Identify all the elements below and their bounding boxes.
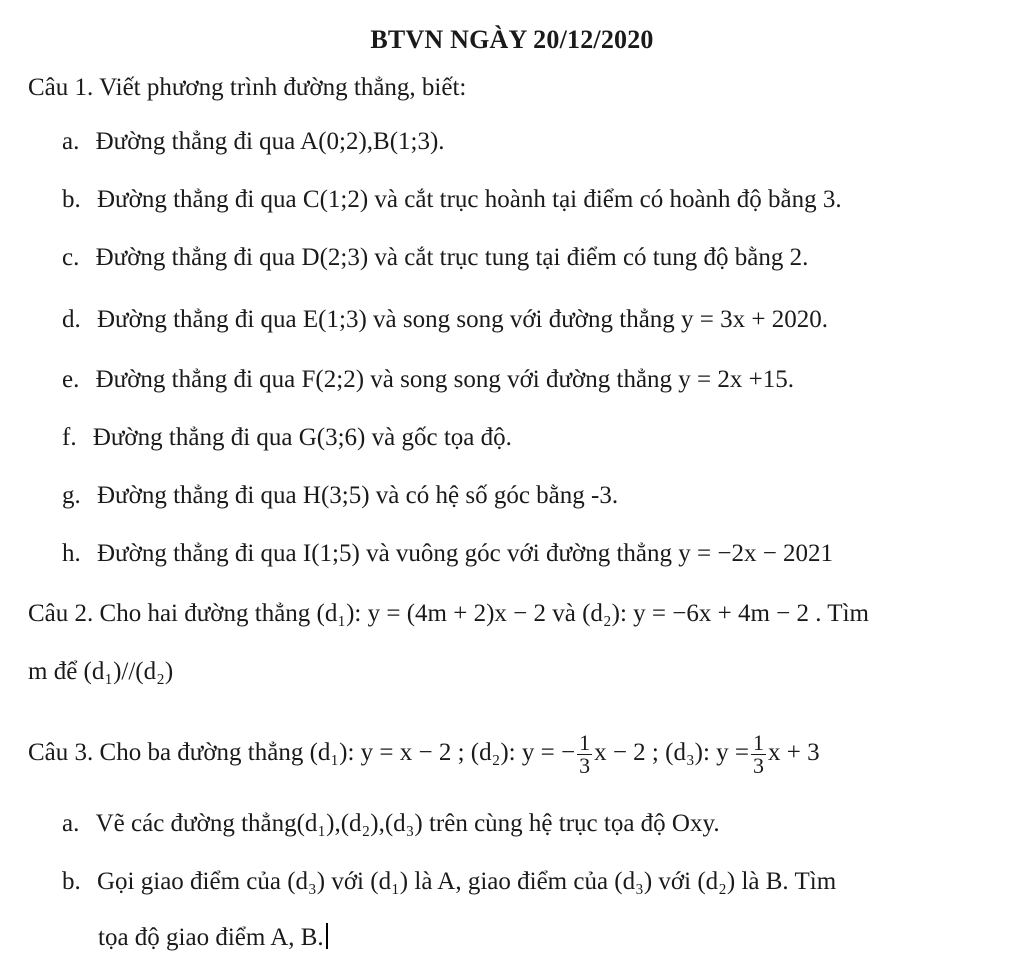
item-text: Đường thẳng đi qua G(3;6) và gốc tọa độ.: [92, 424, 512, 451]
q1-item-a: [62, 126, 445, 158]
page-title: BTVN NGÀY 20/12/2020: [370, 25, 654, 54]
item-text: Đường thẳng đi qua H(3;5) và có hệ số góc bằng -3.: [97, 482, 619, 509]
fraction-one-third: [577, 729, 592, 778]
item-text: Đường thẳng đi qua A(0;2),B(1;3).: [95, 128, 445, 155]
q3-prefix: Câu 3. Cho ba đường thẳng (d₁): y = x − 2 ; (d₂): y = −: [28, 739, 576, 766]
q1-item-e: [62, 364, 794, 396]
item-text: Đường thẳng đi qua D(2;3) và cắt trục tung tại điểm có tung độ bằng 2.: [95, 244, 809, 271]
text-cursor: [326, 923, 328, 949]
fraction-denominator: 3: [753, 752, 765, 778]
item-label: b.: [62, 186, 81, 213]
q1-item-f: [62, 422, 512, 454]
q1-item-g: [62, 480, 618, 512]
item-text: Đường thẳng đi qua C(1;2) và cắt trục hoành tại điểm có hoành độ bằng 3.: [97, 186, 842, 213]
item-label: c.: [62, 244, 80, 271]
fraction-one-third: [751, 729, 766, 778]
item-text: Đường thẳng đi qua E(1;3) và song song với đường thẳng y = 3x + 2020.: [97, 306, 829, 333]
q3-mid: x − 2 ; (d₃): y =: [594, 739, 750, 766]
fraction-numerator: 1: [579, 729, 591, 755]
item-text: Vẽ các đường thẳng(d₁),(d₂),(d₃) trên cùng hệ trục tọa độ Oxy.: [95, 810, 720, 837]
question-3-heading: [28, 728, 820, 778]
item-label: a.: [62, 128, 80, 155]
q1-item-d: [62, 304, 828, 336]
continuation-text: tọa độ giao điểm A, B.: [98, 924, 324, 951]
q3-item-b: [62, 866, 836, 898]
item-label: b.: [62, 868, 81, 895]
fraction-denominator: 3: [579, 752, 591, 778]
item-text: Đường thẳng đi qua F(2;2) và song song với đường thẳng y = 2x +15.: [95, 366, 794, 393]
item-label: d.: [62, 306, 81, 333]
item-label: f.: [62, 424, 77, 451]
item-text: Đường thẳng đi qua I(1;5) và vuông góc với đường thẳng y = −2x − 2021: [97, 540, 834, 567]
q1-item-c: [62, 242, 808, 274]
q1-item-b: [62, 184, 842, 216]
item-label: a.: [62, 810, 80, 837]
q3-suffix: x + 3: [768, 739, 820, 766]
question-1-heading: Câu 1. Viết phương trình đường thẳng, biết:: [28, 74, 467, 101]
item-label: h.: [62, 540, 81, 567]
fraction-numerator: 1: [753, 729, 765, 755]
q3-item-a: [62, 808, 720, 840]
item-label: g.: [62, 482, 81, 509]
item-label: e.: [62, 366, 80, 393]
item-text: Gọi giao điểm của (d₃) với (d₁) là A, giao điểm của (d₃) với (d₂) là B. Tìm: [97, 868, 837, 895]
q1-item-h: [62, 538, 833, 570]
q3-item-b-continuation[interactable]: [98, 922, 328, 954]
question-2-line-2: m để (d₁)//(d₂): [28, 658, 174, 685]
question-2-line-1: Câu 2. Cho hai đường thẳng (d₁): y = (4m + 2)x − 2 và (d₂): y = −6x + 4m − 2 . Tìm: [28, 600, 869, 627]
